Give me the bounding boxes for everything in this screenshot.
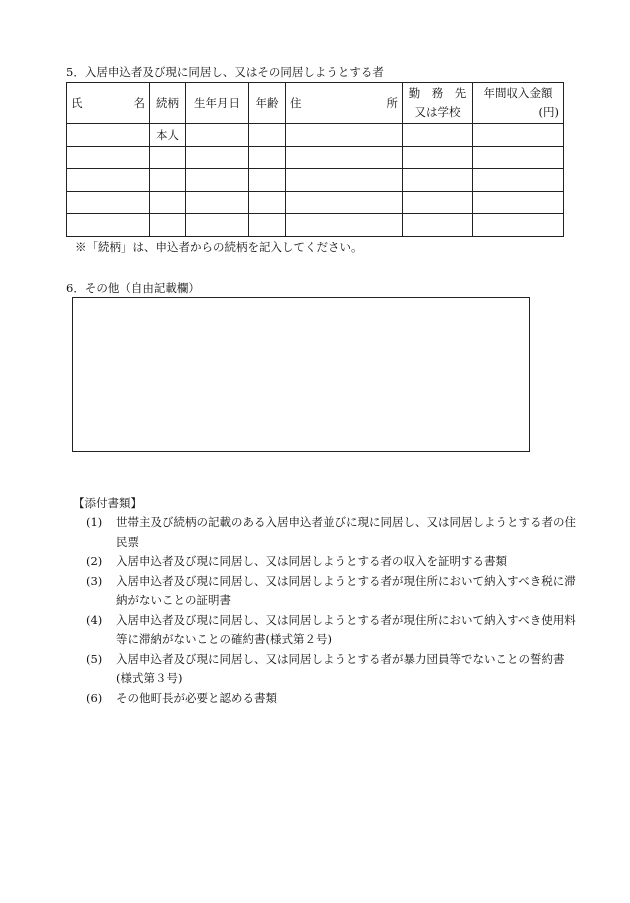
list-item: (4) 入居申込者及び現に同居し、又は同居しようとする者が現住所において納入すべき使用料等に滞納がないことの確約書(様式第２号) bbox=[86, 612, 576, 646]
table-row bbox=[67, 191, 564, 214]
header-birthdate: 生年月日 bbox=[186, 83, 249, 124]
cell-address[interactable] bbox=[286, 124, 403, 147]
cell-workplace[interactable] bbox=[403, 169, 473, 192]
occupant-table bbox=[66, 82, 564, 237]
cell-address[interactable] bbox=[286, 191, 403, 214]
list-item: (6) その他町長が必要と認める書類 bbox=[86, 690, 277, 705]
section-5-title: 5．入居申込者及び現に同居し、又はその同居しようとする者 bbox=[66, 65, 384, 79]
header-age: 年齢 bbox=[249, 83, 286, 124]
cell-name[interactable] bbox=[67, 191, 150, 214]
cell-relation[interactable] bbox=[150, 146, 186, 169]
attachments-list bbox=[86, 513, 576, 708]
cell-workplace[interactable] bbox=[403, 124, 473, 147]
header-relation: 続柄 bbox=[150, 83, 186, 124]
cell-name[interactable] bbox=[67, 146, 150, 169]
cell-birthdate[interactable] bbox=[186, 191, 249, 214]
cell-name[interactable] bbox=[67, 124, 150, 147]
cell-relation[interactable] bbox=[150, 214, 186, 237]
header-workplace: 勤 務 先 又は学校 bbox=[403, 83, 473, 124]
cell-income[interactable] bbox=[473, 124, 564, 147]
cell-age[interactable] bbox=[249, 191, 286, 214]
cell-birthdate[interactable] bbox=[186, 146, 249, 169]
cell-birthdate[interactable] bbox=[186, 214, 249, 237]
table-row bbox=[67, 124, 564, 147]
cell-income[interactable] bbox=[473, 214, 564, 237]
cell-birthdate[interactable] bbox=[186, 169, 249, 192]
cell-income[interactable] bbox=[473, 169, 564, 192]
attachments-title: 【添付書類】 bbox=[73, 496, 142, 510]
cell-address[interactable] bbox=[286, 214, 403, 237]
cell-workplace[interactable] bbox=[403, 146, 473, 169]
header-address: 住 所 bbox=[286, 83, 403, 124]
list-item: (2) 入居申込者及び現に同居し、又は同居しようとする者の収入を証明する書類 bbox=[86, 554, 507, 568]
table-header-row bbox=[67, 83, 564, 124]
cell-name[interactable] bbox=[67, 214, 150, 237]
cell-age[interactable] bbox=[249, 169, 286, 192]
section-6-title: 6．その他（自由記載欄） bbox=[66, 281, 200, 295]
cell-age[interactable] bbox=[249, 124, 286, 147]
relation-note: ※「続柄」は、申込者からの続柄を記入してください。 bbox=[75, 240, 363, 254]
cell-address[interactable] bbox=[286, 146, 403, 169]
cell-workplace[interactable] bbox=[403, 214, 473, 237]
cell-workplace[interactable] bbox=[403, 191, 473, 214]
header-annual-income: 年間収入金額 (円) bbox=[473, 83, 564, 124]
cell-income[interactable] bbox=[473, 146, 564, 169]
cell-age[interactable] bbox=[249, 214, 286, 237]
table-row bbox=[67, 146, 564, 169]
table-row bbox=[67, 169, 564, 192]
list-item: (3) 入居申込者及び現に同居し、又は同居しようとする者が現住所において納入すべき税に滞納がないことの証明書 bbox=[86, 573, 576, 607]
cell-income[interactable] bbox=[473, 191, 564, 214]
list-item: (1) 世帯主及び続柄の記載のある入居申込者並びに現に同居し、又は同居しようとする者の住民票 bbox=[86, 515, 576, 549]
table-row bbox=[67, 214, 564, 237]
cell-relation: 本人 bbox=[150, 124, 186, 147]
free-text-box[interactable] bbox=[72, 297, 530, 452]
cell-birthdate[interactable] bbox=[186, 124, 249, 147]
cell-age[interactable] bbox=[249, 146, 286, 169]
cell-relation[interactable] bbox=[150, 191, 186, 214]
cell-relation[interactable] bbox=[150, 169, 186, 192]
cell-address[interactable] bbox=[286, 169, 403, 192]
list-item: (5) 入居申込者及び現に同居し、又は同居しようとする者が暴力団員等でないことの誓約書(様式第３号) bbox=[86, 651, 565, 685]
cell-name[interactable] bbox=[67, 169, 150, 192]
header-name: 氏 名 bbox=[67, 83, 150, 124]
